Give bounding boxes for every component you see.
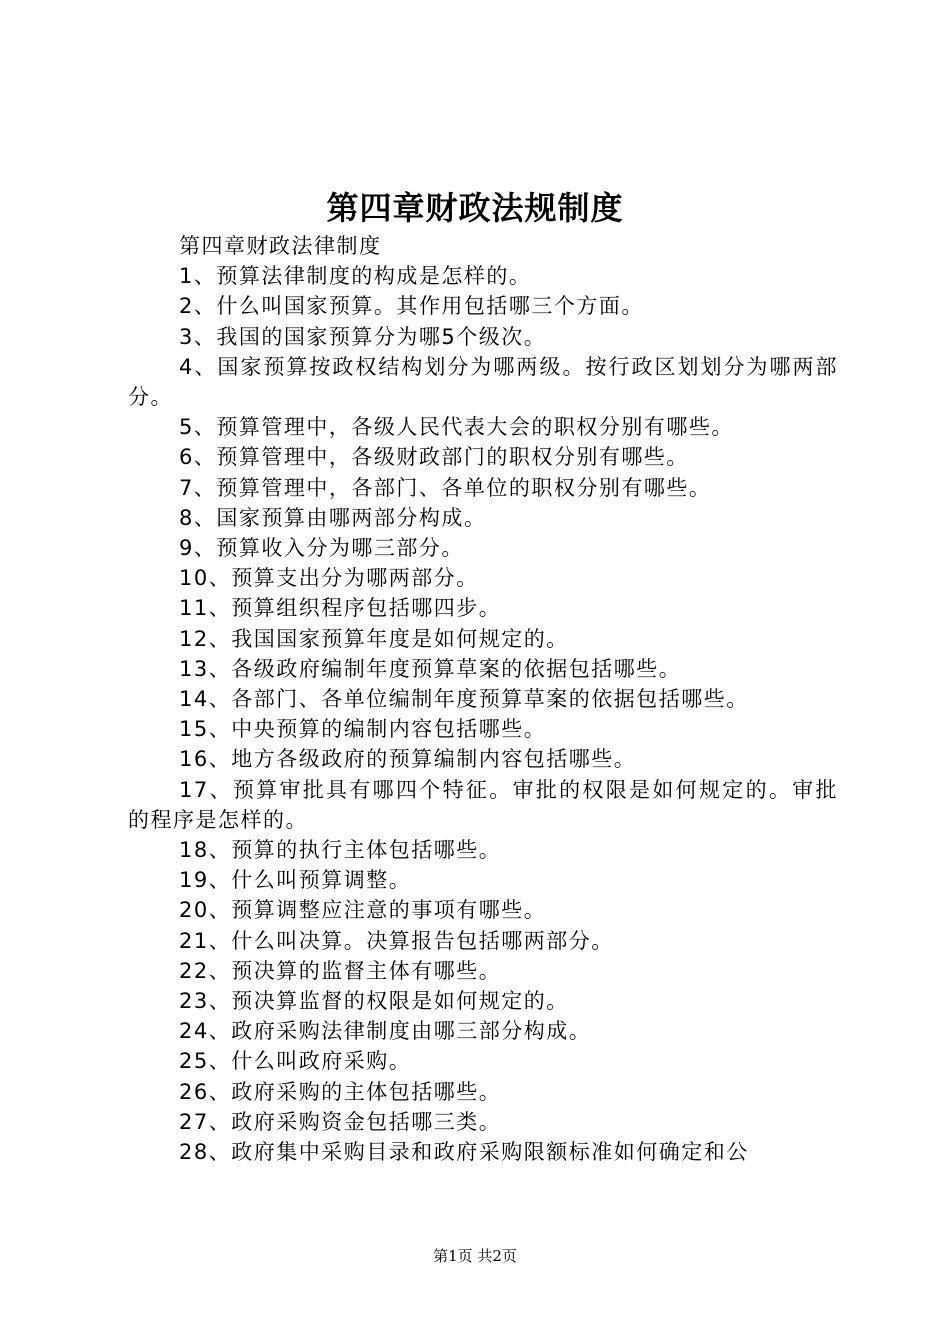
document-body xyxy=(128,231,838,1167)
question-item: 19、什么叫预算调整。 xyxy=(179,868,412,893)
question-item: 18、预算的执行主体包括哪些。 xyxy=(179,838,502,863)
question-item: 13、各级政府编制年度预算草案的依据包括哪些。 xyxy=(179,656,682,681)
question-item: 23、预决算监督的权限是如何规定的。 xyxy=(179,989,569,1014)
question-item: 17、预算审批具有哪四个特征。审批的权限是如何规定的。审批的程序是怎样的。 xyxy=(128,777,838,832)
question-item: 4、国家预算按政权结构划分为哪两级。按行政区划划分为哪两部分。 xyxy=(128,354,838,410)
question-item: 27、政府采购资金包括哪三类。 xyxy=(179,1109,502,1134)
question-item: 14、各部门、各单位编制年度预算草案的依据包括哪些。 xyxy=(179,687,749,712)
question-item: 9、预算收入分为哪三部分。 xyxy=(179,536,464,561)
question-item: 22、预决算的监督主体有哪些。 xyxy=(179,958,502,983)
question-item: 5、预算管理中，各级人民代表大会的职权分别有哪些。 xyxy=(179,415,734,440)
question-item: 15、中央预算的编制内容包括哪些。 xyxy=(179,717,547,742)
document-title: 第四章财政法规制度 xyxy=(326,189,624,227)
question-item: 3、我国的国家预算分为哪5个级次。 xyxy=(179,324,547,349)
question-item: 26、政府采购的主体包括哪些。 xyxy=(179,1079,502,1104)
section-heading: 第四章财政法律制度 xyxy=(179,234,382,258)
question-item: 8、国家预算由哪两部分构成。 xyxy=(179,505,487,530)
question-item: 11、预算组织程序包括哪四步。 xyxy=(179,596,502,621)
question-item: 2、什么叫国家预算。其作用包括哪三个方面。 xyxy=(179,294,644,319)
question-item: 24、政府采购法律制度由哪三部分构成。 xyxy=(179,1019,592,1044)
question-item: 21、什么叫决算。决算报告包括哪两部分。 xyxy=(179,928,614,953)
question-item: 1、预算法律制度的构成是怎样的。 xyxy=(179,264,532,289)
page-footer: 第1页 共2页 xyxy=(433,1247,517,1265)
question-item: 25、什么叫政府采购。 xyxy=(179,1049,412,1074)
question-item: 28、政府集中采购目录和政府采购限额标准如何确定和公 xyxy=(179,1140,749,1165)
question-item: 7、预算管理中，各部门、各单位的职权分别有哪些。 xyxy=(179,475,712,500)
question-item: 16、地方各级政府的预算编制内容包括哪些。 xyxy=(179,747,637,772)
question-item: 6、预算管理中，各级财政部门的职权分别有哪些。 xyxy=(179,445,689,470)
question-item: 12、我国国家预算年度是如何规定的。 xyxy=(179,626,569,651)
question-list xyxy=(128,261,838,1167)
question-item: 20、预算调整应注意的事项有哪些。 xyxy=(179,898,547,923)
question-item: 10、预算支出分为哪两部分。 xyxy=(179,566,479,591)
